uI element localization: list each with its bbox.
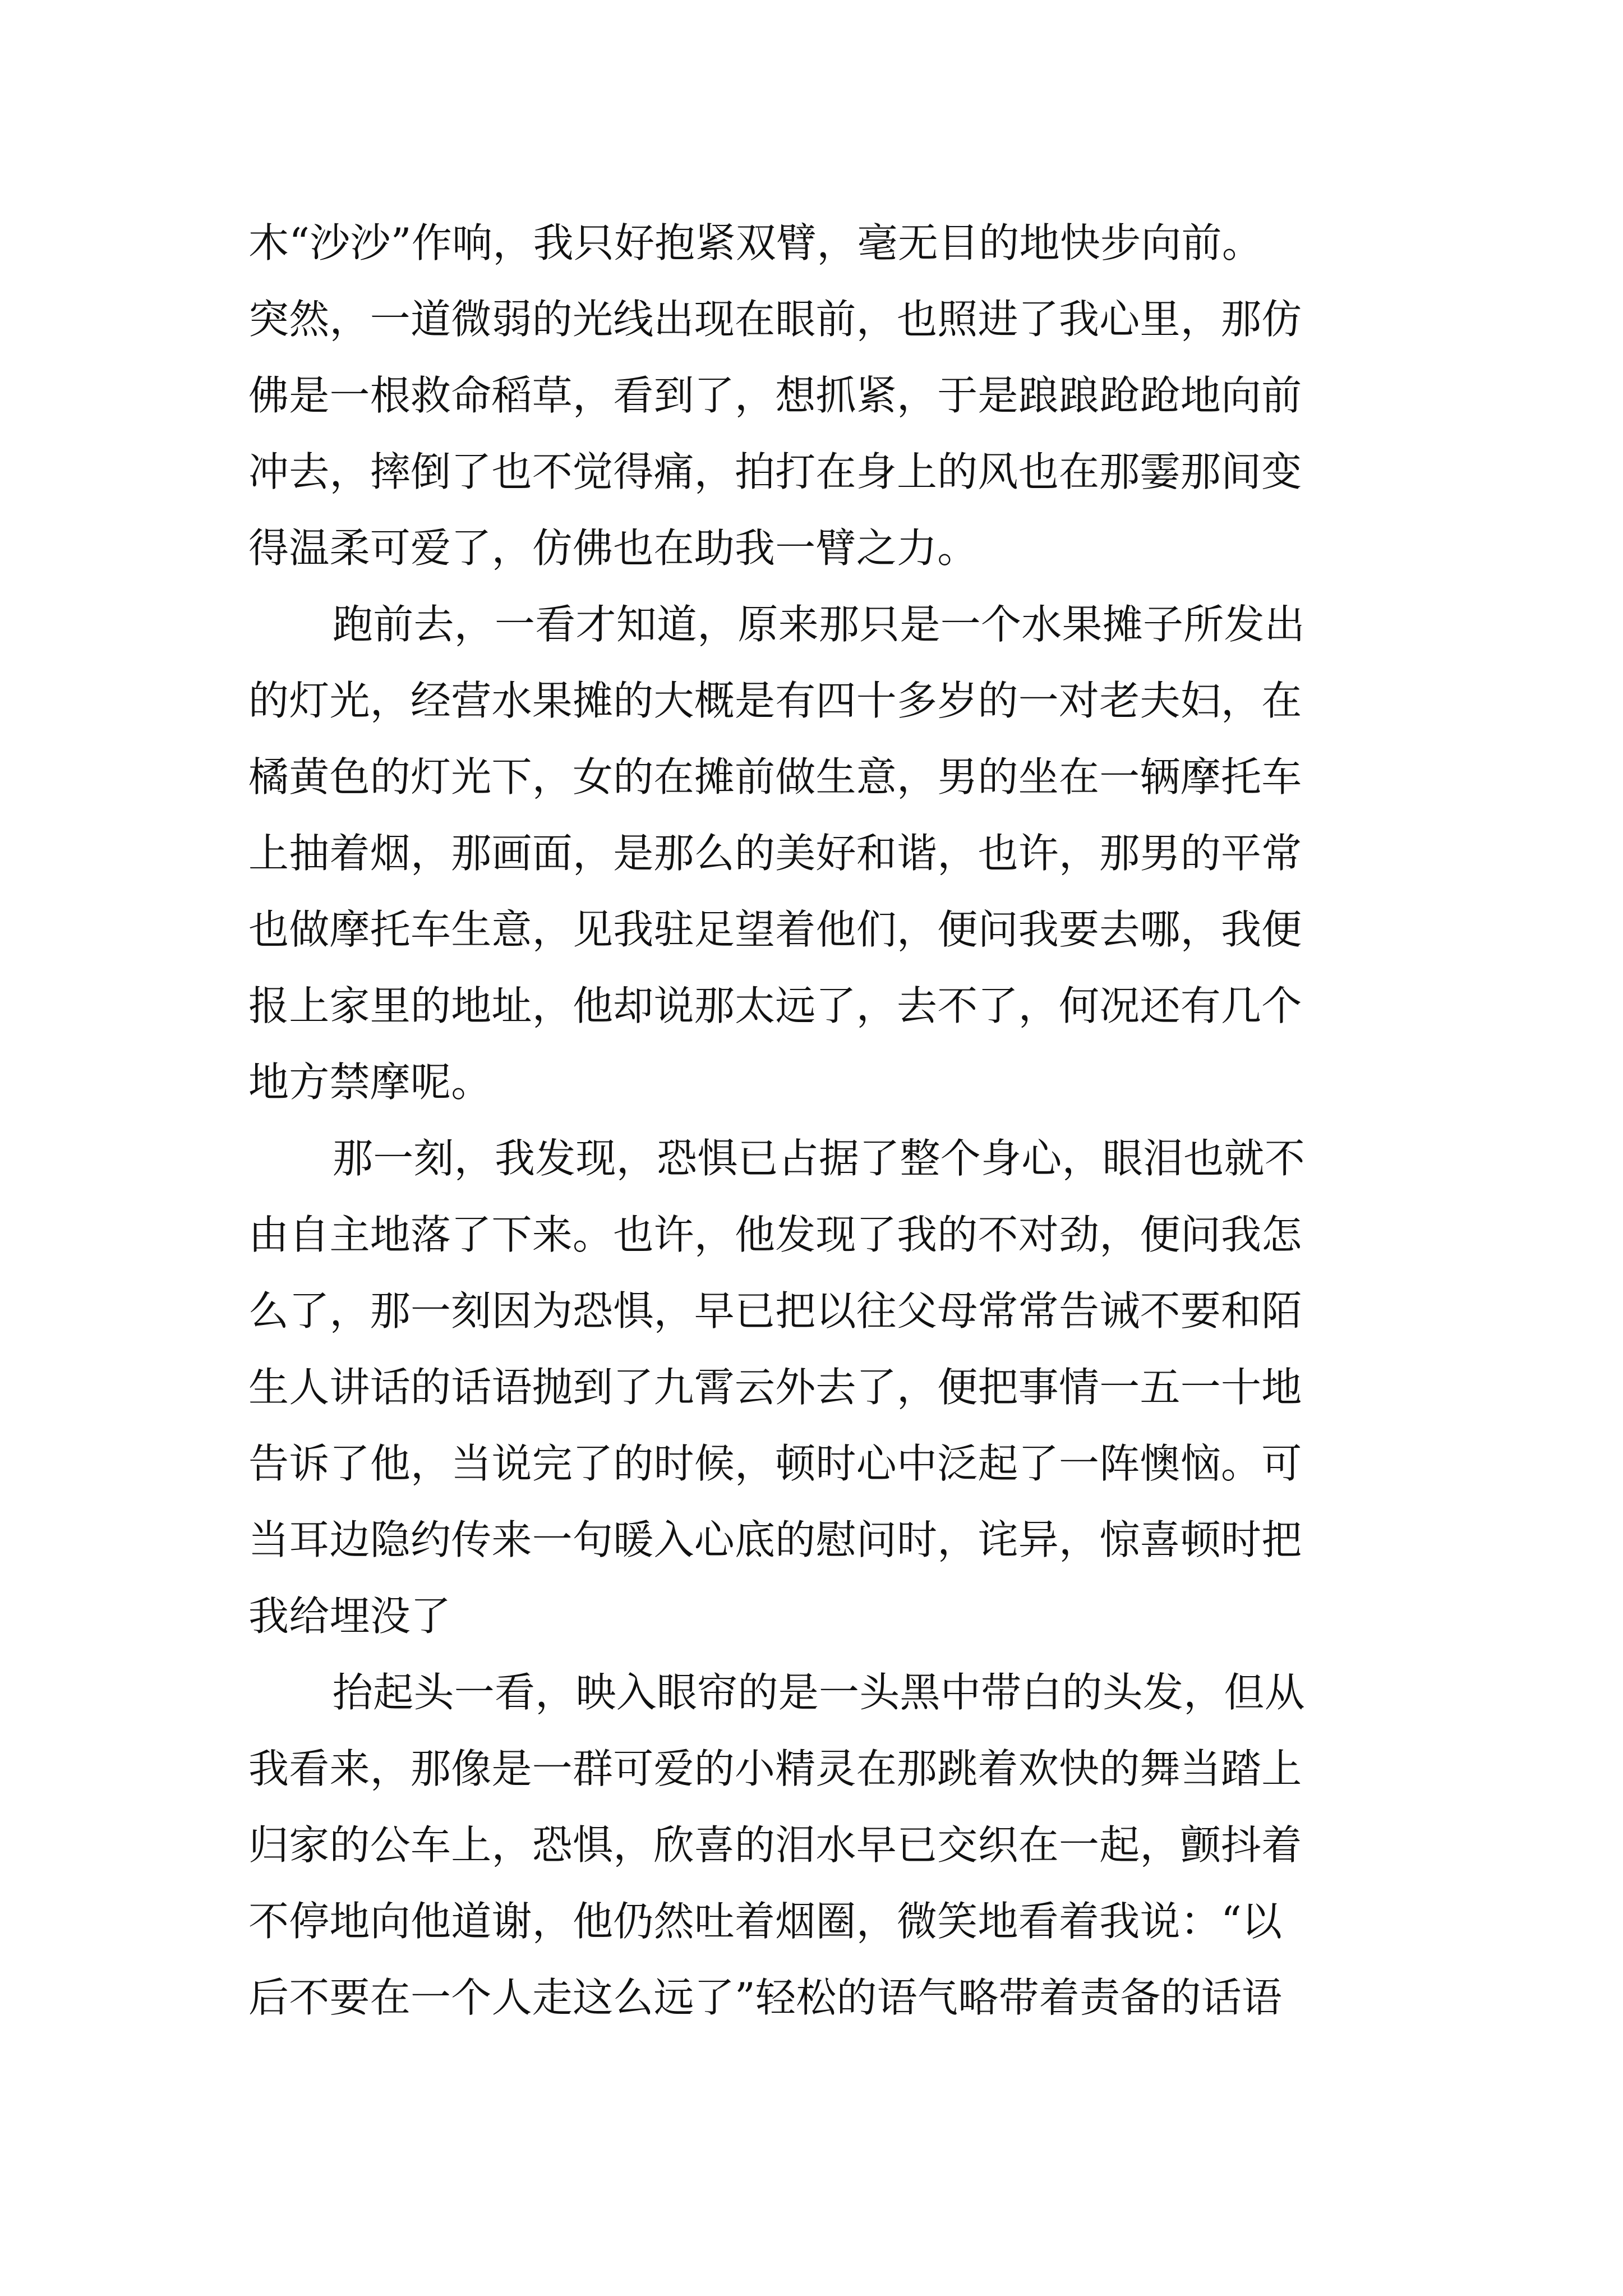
text-line: 得温柔可爱了，仿佛也在助我一臂之力。	[248, 524, 978, 572]
text-line: 报上家里的地址，他却说那太远了，去不了，何况还有几个	[248, 982, 1302, 1029]
text-line: 当耳边隐约传来一句暖入心底的慰问时，诧异，惊喜顿时把	[248, 1516, 1302, 1563]
text-line: 也做摩托车生意，见我驻足望着他们，便问我要去哪，我便	[248, 906, 1302, 953]
text-line: 告诉了他，当说完了的时候，顿时心中泛起了一阵懊恼。可	[248, 1440, 1302, 1487]
text-line: 突然，一道微弱的光线出现在眼前，也照进了我心里，那仿	[248, 296, 1302, 343]
body-text	[248, 205, 1398, 2036]
text-line: 由自主地落了下来。也许，他发现了我的不对劲，便问我怎	[248, 1211, 1302, 1258]
text-line: 佛是一根救命稻草，看到了，想抓紧，于是踉踉跄跄地向前	[248, 372, 1302, 419]
text-line: 的灯光，经营水果摊的大概是有四十多岁的一对老夫妇，在	[248, 677, 1302, 724]
paragraph-start-line: 抬起头一看，映入眼帘的是一头黑中带白的头发，但从	[333, 1669, 1306, 1716]
text-line: 我给埋没了	[248, 1593, 451, 1640]
text-line: 归家的公车上，恐惧，欣喜的泪水早已交织在一起，颤抖着	[248, 1821, 1302, 1869]
text-line: 上抽着烟，那画面，是那么的美好和谐，也许，那男的平常	[248, 830, 1302, 877]
text-line: 橘黄色的灯光下，女的在摊前做生意，男的坐在一辆摩托车	[248, 753, 1302, 800]
text-line: 后不要在一个人走这么远了”轻松的语气略带着责备的话语	[248, 1974, 1283, 2021]
text-line: 木“沙沙”作响，我只好抱紧双臂，毫无目的地快步向前。	[248, 219, 1263, 266]
paragraph-start-line: 跑前去，一看才知道，原来那只是一个水果摊子所发出	[333, 601, 1306, 648]
text-line: 生人讲话的话语抛到了九霄云外去了，便把事情一五一十地	[248, 1364, 1302, 1411]
text-line: 不停地向他道谢，他仍然吐着烟圈，微笑地看着我说：“以	[248, 1898, 1283, 1945]
text-line: 我看来，那像是一群可爱的小精灵在那跳着欢快的舞当踏上	[248, 1745, 1302, 1792]
paragraph-start-line: 那一刻，我发现，恐惧已占据了整个身心，眼泪也就不	[333, 1135, 1306, 1182]
text-line: 冲去，摔倒了也不觉得痛，拍打在身上的风也在那霎那间变	[248, 448, 1302, 495]
text-line: 么了，那一刻因为恐惧，早已把以往父母常常告诫不要和陌	[248, 1287, 1302, 1335]
text-line: 地方禁摩呢。	[248, 1059, 492, 1106]
